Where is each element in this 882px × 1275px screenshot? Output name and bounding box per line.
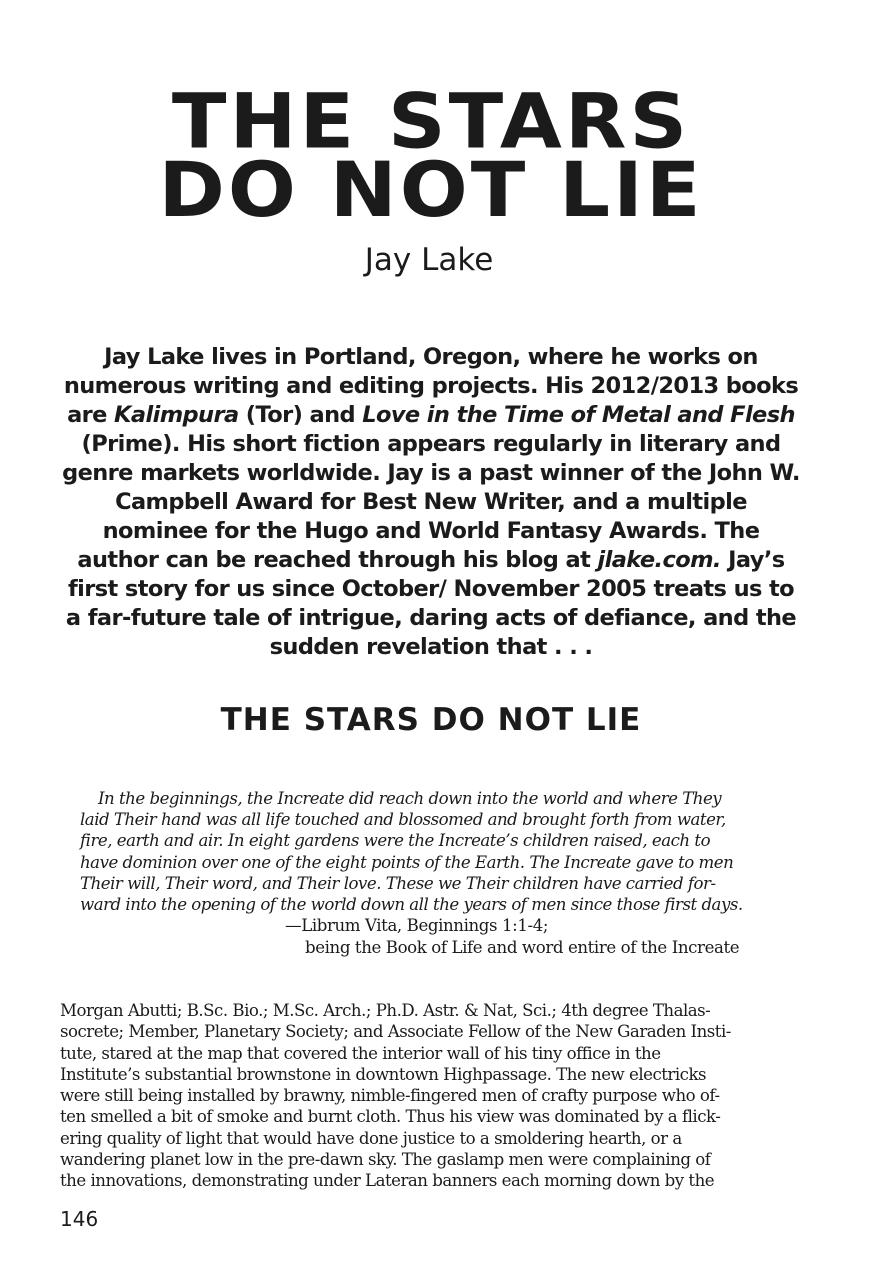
- epigraph-line: In the beginnings, the Increate did reach down into the world and where They: [98, 789, 722, 808]
- author-website-link[interactable]: jlake.com.: [597, 547, 721, 573]
- intro-text-4: Jay’s first story for us since October/ November 2005 treats us to a far-future tale of intrigue, daring acts of defiance, and the sudden revelation that . . .: [65, 547, 797, 660]
- author-name: Jay Lake: [364, 242, 494, 278]
- body-line: Institute’s substantial brownstone in downtown Highpassage. The new electricks: [60, 1064, 707, 1084]
- body-line: wandering planet low in the pre-dawn sky. The gaslamp men were complaining of: [60, 1150, 711, 1170]
- body-line: Morgan Abutti; B.Sc. Bio.; M.Sc. Arch.; Ph.D. Astr. & Nat, Sci.; 4th degree Thalas-: [60, 1001, 711, 1020]
- main-title: [0, 77, 862, 234]
- intro-text-2: (Tor) and: [238, 402, 363, 428]
- main-title-line-2: DO NOT LIE: [158, 145, 704, 234]
- epigraph: [80, 788, 783, 915]
- epigraph-line: laid Their hand was all life touched and blossomed and brought forth from water,: [80, 810, 726, 830]
- body-line: tute, stared at the map that covered the interior wall of his tiny office in the: [60, 1043, 661, 1063]
- attribution-description: being the Book of Life and word entire of the Increate: [305, 938, 740, 957]
- epigraph-line: Their will, Their word, and Their love. These we Their children have carried for-: [80, 873, 716, 893]
- intro-text-3: (Prime). His short fiction appears regularly in literary and genre markets worldwide. Jay is a past winner of the John W. Campbell Award for Best New Writer, and a multiple nominee for the Hugo and World Fantasy Awards. The author can be reached through his blog at: [62, 431, 800, 573]
- author-introduction: [60, 343, 802, 662]
- epigraph-line: have dominion over one of the eight points of the Earth. The Increate gave to men: [80, 852, 734, 872]
- story-body: [60, 1000, 802, 1192]
- intro-text-1: Jay Lake lives in Portland, Oregon, where he works on numerous writing and editing projects. His 2012/2013 books are: [63, 344, 799, 428]
- body-line: were still being installed by brawny, nimble-fingered men of crafty purpose who of-: [60, 1086, 720, 1106]
- attribution-source: —Librum Vita, Beginnings 1:1-4;: [285, 916, 549, 935]
- body-line: socrete; Member, Planetary Society; and Associate Fellow of the New Garaden Insti-: [60, 1022, 731, 1042]
- book-title-love-in-the-time: Love in the Time of Metal and Flesh: [362, 402, 795, 428]
- body-line: ten smelled a bit of smoke and burnt cloth. Thus his view was dominated by a flick-: [60, 1107, 721, 1127]
- story-title: THE STARS DO NOT LIE: [220, 702, 642, 738]
- body-line: ering quality of light that would have done justice to a smoldering hearth, or a: [60, 1128, 682, 1148]
- body-line: the innovations, demonstrating under Lateran banners each morning down by the: [60, 1171, 715, 1191]
- epigraph-line: ward into the opening of the world down all the years of men since those first days.: [80, 895, 743, 915]
- page-number: 146: [60, 1207, 99, 1231]
- main-title-line-1: THE STARS: [171, 77, 691, 166]
- book-title-kalimpura: Kalimpura: [114, 402, 239, 428]
- epigraph-line: fire, earth and air. In eight gardens were the Increate’s children raised, each to: [80, 831, 711, 851]
